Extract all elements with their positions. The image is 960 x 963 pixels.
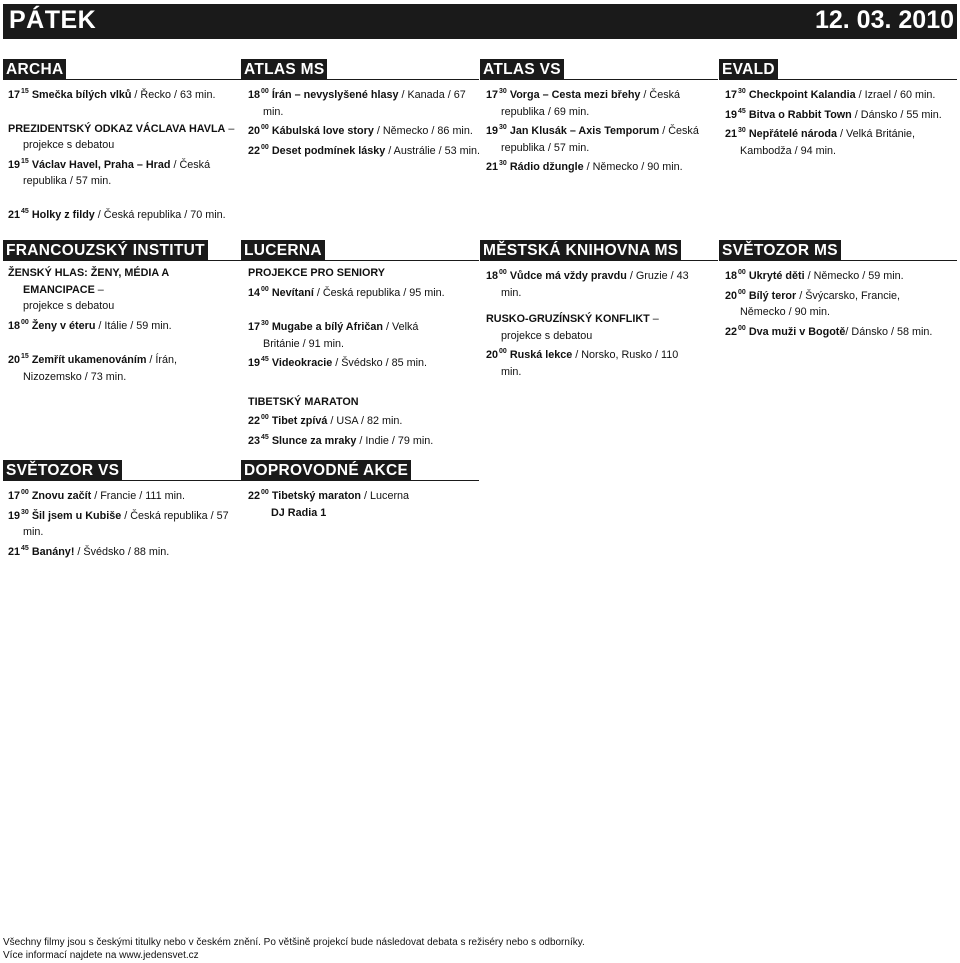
screening: $19^{15}$ Václav Havel, Praha – Hrad / Česká republika / 57 min. (8, 157, 211, 187)
footer-note (3, 936, 943, 962)
venue-lucerna (241, 240, 479, 261)
section-heading: PREZIDENTSKÝ ODKAZ VÁCLAVA HAVLA – projekce s debatou (8, 122, 235, 151)
screening: $22^{00}$ Tibetský maraton / Lucerna (248, 489, 410, 502)
screening: $18^{00}$ Ženy v éteru / Itálie / 59 min. (8, 318, 172, 332)
venue-atlas-ms (241, 59, 479, 80)
evald-program (725, 84, 953, 159)
screening: $21^{30}$ Rádio džungle / Německo / 90 min. (486, 160, 683, 173)
footer-line: Více informací najdete na www.jedensvet.cz (3, 950, 199, 961)
screening: $18^{00}$ Ukryté děti / Německo / 59 min. (725, 269, 904, 282)
venue-evald (719, 59, 957, 80)
divider (3, 260, 241, 262)
venue-title: LUCERNA (241, 240, 325, 261)
screening: $21^{45}$ Holky z fildy / Česká republika / 70 min. (8, 208, 226, 221)
divider (241, 260, 479, 262)
screening: $22^{00}$ Deset podmínek lásky / Austrálie / 53 min. (248, 143, 481, 157)
venue-archa (3, 59, 241, 80)
divider (719, 79, 957, 81)
day-title: PÁTEK (9, 6, 97, 34)
screening: $17^{00}$ Znovu začít / Francie / 111 min. (8, 489, 186, 502)
divider (480, 79, 718, 81)
atlas-ms-program (248, 84, 484, 159)
divider (719, 260, 957, 262)
doprovodne-program (248, 485, 473, 521)
lucerna-program (248, 265, 458, 449)
screening: $14^{00}$ Nevítaní / Česká republika / 95 min. (248, 285, 445, 299)
screening: $23^{45}$ Slunce za mraky / Indie / 79 min. (248, 433, 434, 447)
screening: $19^{30}$ Jan Klusák – Axis Temporum / Česká republika / 57 min. (486, 124, 699, 154)
screening: $17^{30}$ Checkpoint Kalandia / Izrael / 60 min. (725, 88, 936, 101)
screening: $17^{30}$ Vorga – Cesta mezi břehy / Česká republika / 69 min. (486, 88, 681, 118)
venue-atlas-vs (480, 59, 718, 80)
screening: $20^{00}$ Ruská lekce / Norsko, Rusko / 110 min. (486, 348, 679, 378)
screening: $19^{30}$ Šil jsem u Kubiše / Česká republika / 57 min. (8, 508, 229, 538)
screening: $20^{00}$ Kábulská love story / Německo / 86 min. (248, 124, 473, 137)
venue-title: SVĚTOZOR VS (3, 460, 122, 481)
section-heading: ŽENSKÝ HLAS: ŽENY, MÉDIA A EMANCIPACE – projekce s debatou (8, 267, 169, 312)
archa-late (8, 204, 408, 224)
venue-title: MĚSTSKÁ KNIHOVNA MS (480, 240, 681, 261)
venue-title: ARCHA (3, 59, 66, 80)
screening: $19^{45}$ Videokracie / Švédsko / 85 min. (248, 356, 428, 369)
screening: $17^{15}$ Smečka bílých vlků / Řecko / 63 min. (8, 88, 216, 101)
screening: $21^{45}$ Banány! / Švédsko / 88 min. (8, 544, 170, 558)
venue-doprovodne-akce (241, 460, 479, 481)
venue-mestska-knihovna (480, 240, 718, 261)
divider (241, 480, 479, 482)
venue-francouzsky-institut (3, 240, 241, 261)
svetozor-vs-program (8, 485, 233, 560)
venue-title: FRANCOUZSKÝ INSTITUT (3, 240, 208, 261)
divider (3, 480, 241, 482)
screening: $22^{00}$ Dva muži v Bogotě/ Dánsko / 58 min. (725, 324, 933, 338)
divider (3, 79, 241, 81)
screening: $20^{00}$ Bílý teror / Švýcarsko, Francie, Německo / 90 min. (725, 288, 901, 318)
screening: $18^{00}$ Írán – nevyslyšené hlasy / Kanada / 67 min. (248, 88, 466, 118)
screening: $22^{00}$ Tibet zpívá / USA / 82 min. (248, 414, 403, 427)
venue-title: SVĚTOZOR MS (719, 240, 841, 261)
sub-event: DJ Radia 1 (271, 506, 327, 519)
venue-svetozor-vs (3, 460, 241, 481)
venue-title: ATLAS VS (480, 59, 564, 80)
knihovna-program (486, 265, 696, 380)
venue-svetozor-ms (719, 240, 957, 261)
divider (480, 260, 718, 262)
venue-title: ATLAS MS (241, 59, 327, 80)
section-heading: TIBETSKÝ MARATON (248, 395, 359, 408)
atlas-vs-program (486, 84, 708, 176)
date-title: 12. 03. 2010 (814, 6, 954, 34)
francouzsky-program (8, 265, 233, 385)
footer-line: Všechny filmy jsou s českými titulky nebo v českém znění. Po většině projekcí bude následovat debata s režiséry nebo s odborníky. (3, 937, 585, 948)
venue-title: DOPROVODNÉ AKCE (241, 460, 411, 481)
section-heading: RUSKO-GRUZÍNSKÝ KONFLIKT – projekce s debatou (486, 313, 659, 342)
svetozor-ms-program (725, 265, 940, 340)
venue-title: EVALD (719, 59, 778, 80)
archa-program (8, 84, 244, 190)
screening: $21^{30}$ Nepřátelé národa / Velká Británie, Kambodža / 94 min. (725, 127, 916, 157)
section-heading: PROJEKCE PRO SENIORY (248, 267, 385, 279)
screening: $20^{15}$ Zemřít ukamenováním / Írán, Nizozemsko / 73 min. (8, 353, 178, 383)
screening: $17^{30}$ Mugabe a bílý Afričan / Velká Británie / 91 min. (248, 320, 419, 350)
page-header (3, 4, 957, 39)
screening: $18^{00}$ Vůdce má vždy pravdu / Gruzie / 43 min. (486, 269, 689, 299)
screening: $19^{45}$ Bitva o Rabbit Town / Dánsko / 55 min. (725, 107, 942, 121)
divider (241, 79, 479, 81)
